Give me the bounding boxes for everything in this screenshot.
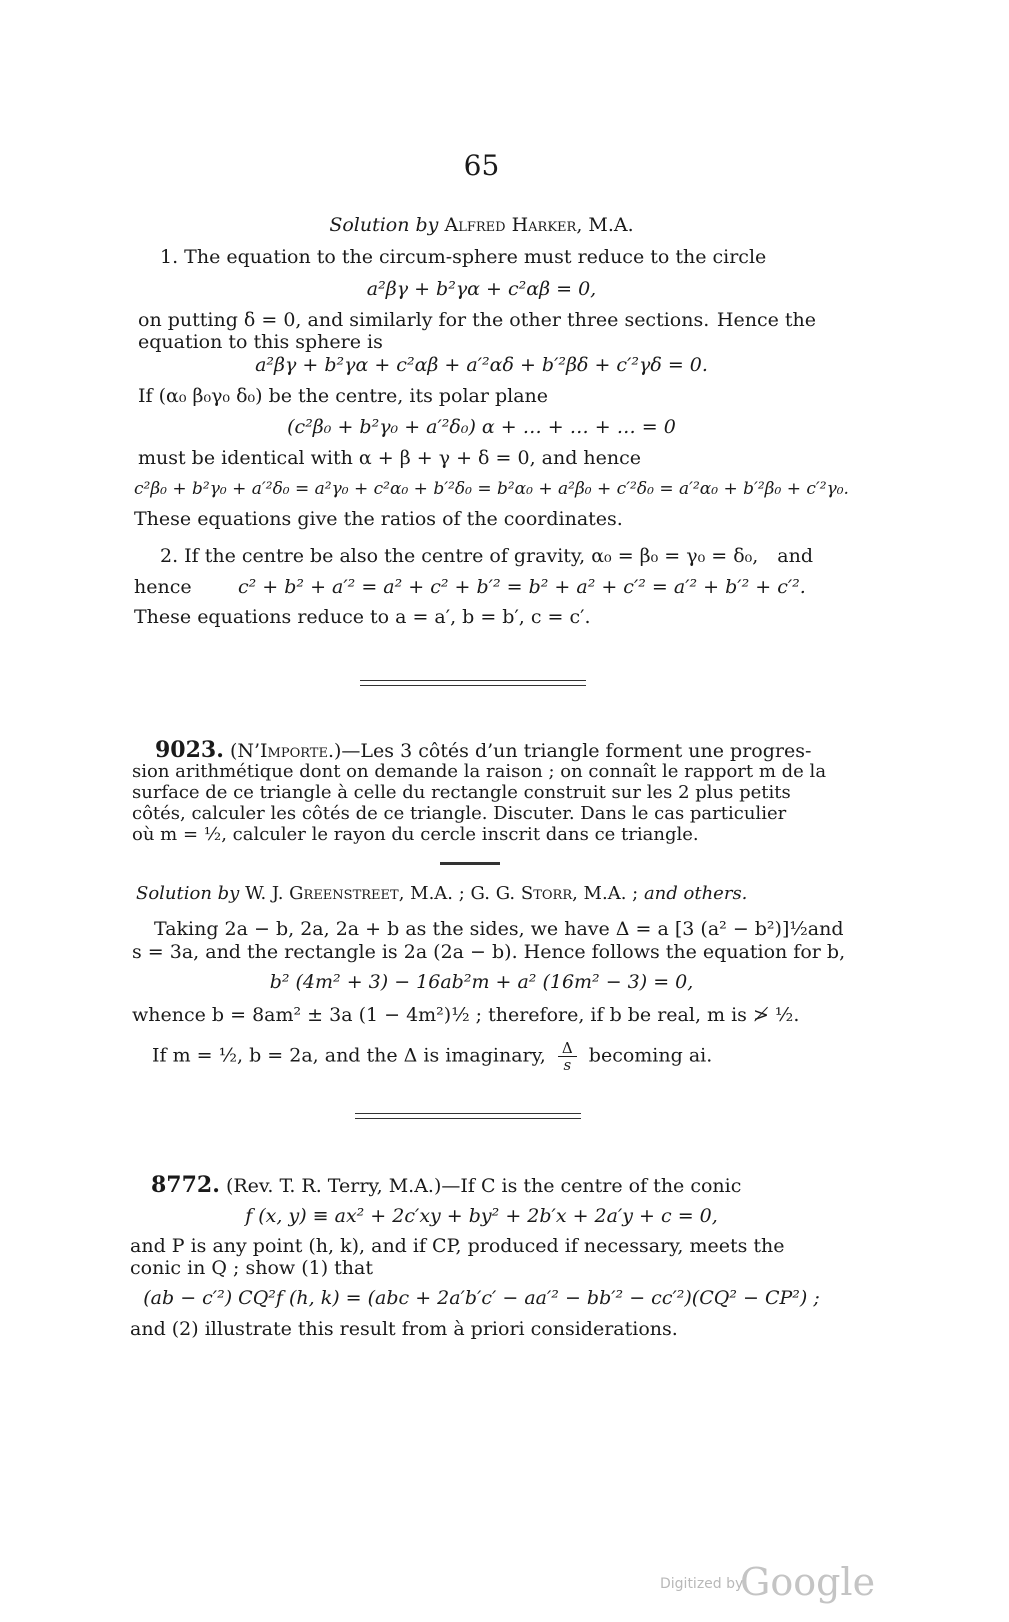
- harker-line2-left: on putting δ = 0, and similarly for the other three sections.: [138, 309, 710, 331]
- q9023-solution-line4: whence b = 8am² ± 3a (1 − 4m²)½ ; therefore, if b be real, m is ≯ ½.: [132, 1004, 800, 1026]
- harker-paragraph2-line3: These equations reduce to a = a′, b = b′, c = c′.: [134, 606, 591, 628]
- section-divider-top: [360, 680, 586, 681]
- equation-2: a²βγ + b²γα + c²αβ + a′²αδ + b′²βδ + c′²γδ = 0.: [255, 354, 708, 376]
- fraction-delta-over-s: [558, 1040, 577, 1073]
- q8772-line6: and (2) illustrate this result from à priori considerations.: [130, 1318, 678, 1340]
- harker-paragraph2-hence: hence: [134, 576, 192, 598]
- google-logo: Google: [740, 1560, 876, 1604]
- harker-p2-left: 2. If the centre be also the centre of gravity, α₀ = β₀ = γ₀ = δ₀,: [160, 545, 759, 567]
- page-number: 65: [463, 149, 500, 182]
- equation-1: a²βγ + b²γα + c²αβ = 0,: [366, 278, 597, 300]
- q8772-line4: conic in Q ; show (1) that: [130, 1257, 374, 1279]
- q8772-line1-rest: —If C is the centre of the conic: [441, 1175, 742, 1197]
- harker-paragraph1-line6: These equations give the ratios of the coordinates.: [134, 508, 623, 530]
- q9023-author: (N’Importe.): [229, 740, 342, 762]
- google-watermark: [660, 1560, 890, 1610]
- short-rule: [440, 862, 500, 865]
- solution-author: Alfred Harker, M.A.: [444, 214, 634, 236]
- q9023-s-line5-left: If m = ½, b = 2a, and the Δ is imaginary,: [152, 1044, 546, 1067]
- q9023-line1-rest: —Les 3 côtés d’un triangle forment une progres-: [341, 740, 812, 762]
- q9023-number: 9023.: [155, 737, 224, 763]
- fraction-numerator: Δ: [558, 1040, 577, 1057]
- q9023-line2: sion arithmétique dont on demande la raison ; on connaît le rapport m de la: [132, 761, 827, 782]
- solution-heading-harker: [0, 213, 963, 237]
- fraction-denominator: s: [563, 1056, 572, 1074]
- solution-by-label: Solution by: [329, 214, 439, 236]
- harker-line2-right: Hence the: [716, 309, 816, 331]
- harker-p2-right: and: [777, 545, 813, 567]
- digitized-by-label: Digitized by: [660, 1576, 744, 1592]
- harker-paragraph1-line4: If (α₀ β₀γ₀ δ₀) be the centre, its polar plane: [138, 385, 549, 407]
- q9023-solution-line5: [152, 1040, 712, 1073]
- harker-paragraph2-line1: [160, 544, 813, 568]
- equation-5: c² + b² + a′² = a² + c² + b′² = b² + a² + c′² = a′² + b′² + c′².: [238, 576, 806, 598]
- q9023-solution-line1: [154, 917, 844, 941]
- q9023-solution-line2: s = 3a, and the rectangle is 2a (2a − b). Hence follows the equation for b,: [132, 941, 846, 963]
- q9023-line3: surface de ce triangle à celle du rectangle construit sur les 2 plus petits: [132, 782, 791, 803]
- solution-authors: W. J. Greenstreet, M.A. ; G. G. Storr, M.A. ;: [245, 883, 639, 904]
- solution-by-label: Solution by: [136, 883, 240, 904]
- harker-paragraph1-line2: [138, 308, 816, 332]
- equation-7: f (x, y) ≡ ax² + 2c′xy + by² + 2b′x + 2a′y + c = 0,: [245, 1205, 718, 1227]
- q8772-author: (Rev. T. R. Terry, M.A.): [225, 1175, 442, 1197]
- solution-others: and others.: [643, 883, 748, 904]
- solution-heading-greenstreet: [136, 882, 747, 906]
- harker-paragraph1-line1: 1. The equation to the circum-sphere must reduce to the circle: [160, 246, 767, 268]
- equation-3: (c²β₀ + b²γ₀ + a′²δ₀) α + … + … + … = 0: [287, 416, 676, 438]
- equation-4: c²β₀ + b²γ₀ + a′²δ₀ = a²γ₀ + c²α₀ + b′²δ₀ = b²α₀ + a²β₀ + c′²δ₀ = a′²α₀ + b′²β₀ + c′²γ₀.: [134, 479, 849, 499]
- harker-paragraph1-line5: must be identical with α + β + γ + δ = 0, and hence: [138, 447, 642, 469]
- q8772-number: 8772.: [151, 1172, 220, 1198]
- q9023-line5: où m = ½, calculer le rayon du cercle inscrit dans ce triangle.: [132, 824, 699, 845]
- equation-8: (ab − c′²) CQ²f (h, k) = (abc + 2a′b′c′ − aa′² − bb′² − cc′²)(CQ² − CP²) ;: [143, 1287, 820, 1309]
- q9023-s-line1-left: Taking 2a − b, 2a, 2a + b as the sides, we have Δ = a [3 (a² − b²)]½: [154, 918, 808, 940]
- q9023-s-line5-right: becoming ai.: [588, 1044, 713, 1067]
- section-divider-top-2: [355, 1113, 581, 1114]
- q8772-line3: and P is any point (h, k), and if CP, produced if necessary, meets the: [130, 1235, 785, 1257]
- q9023-line4: côtés, calculer les côtés de ce triangle. Discuter. Dans le cas particulier: [132, 803, 787, 824]
- equation-6: b² (4m² + 3) − 16ab²m + a² (16m² − 3) = 0,: [269, 971, 694, 993]
- harker-paragraph1-line3: equation to this sphere is: [138, 331, 383, 353]
- q8772-line1: [151, 1173, 741, 1198]
- section-divider-bottom-2: [355, 1118, 581, 1119]
- section-divider-bottom: [360, 685, 586, 686]
- q9023-s-line1-right: and: [807, 918, 844, 940]
